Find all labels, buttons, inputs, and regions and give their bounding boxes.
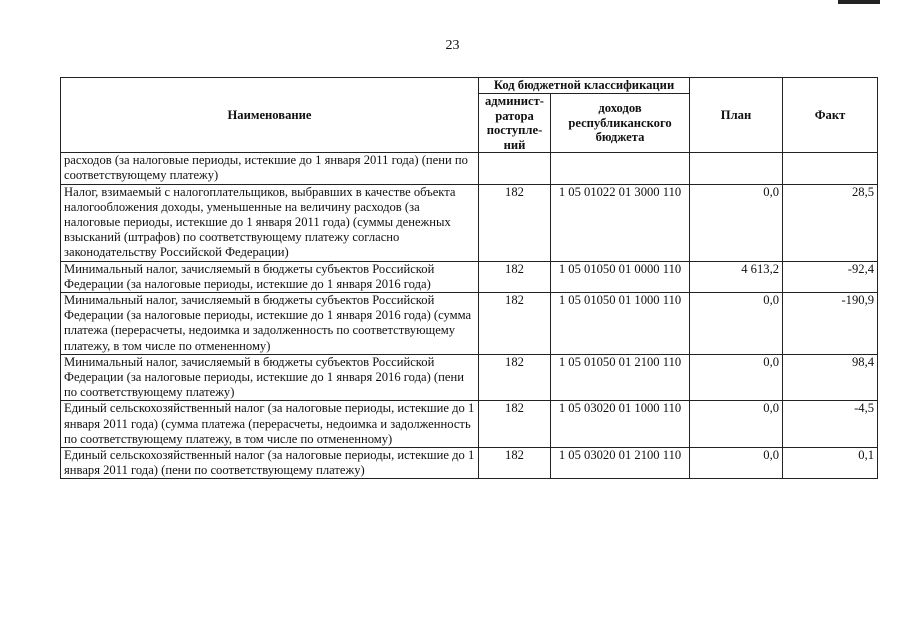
header-income: доходов республиканского бюджета [551, 94, 690, 153]
row-name: Единый сельскохозяйственный налог (за налоговые периоды, истекшие до 1 января 2011 года) (сумма платежа (перерасчеты, недоимка и задолженность по соответствующему платежу, в том числе по отмененному) [61, 401, 479, 448]
row-name: Единый сельскохозяйственный налог (за налоговые периоды, истекшие до 1 января 2011 года) (пени по соответствующему платежу) [61, 448, 479, 479]
table-header [61, 78, 878, 153]
row-admin-code: 182 [479, 401, 551, 448]
row-plan: 0,0 [690, 448, 783, 479]
row-plan: 0,0 [690, 184, 783, 261]
header-name: Наименование [61, 78, 479, 153]
header-fact: Факт [783, 78, 878, 153]
row-fact: 0,1 [783, 448, 878, 479]
row-fact [783, 153, 878, 184]
row-income-code: 1 05 01050 01 2100 110 [551, 354, 690, 401]
table-row [61, 261, 878, 292]
table-body [61, 153, 878, 479]
table-row [61, 401, 878, 448]
row-plan: 0,0 [690, 401, 783, 448]
row-plan: 4 613,2 [690, 261, 783, 292]
table-row [61, 153, 878, 184]
table-row [61, 448, 878, 479]
row-name: расходов (за налоговые периоды, истекшие до 1 января 2011 года) (пени по соответствующему платежу) [61, 153, 479, 184]
row-admin-code: 182 [479, 448, 551, 479]
corner-mark [838, 0, 880, 4]
row-admin-code [479, 153, 551, 184]
row-name: Минимальный налог, зачисляемый в бюджеты субъектов Российской Федерации (за налоговые периоды, истекшие до 1 января 2016 года) (сумма платежа (перерасчеты, недоимка и задолженность по соответствующему платежу, в том числе по отмененному) [61, 293, 479, 355]
row-admin-code: 182 [479, 261, 551, 292]
table-row [61, 184, 878, 261]
row-fact: -92,4 [783, 261, 878, 292]
row-admin-code: 182 [479, 354, 551, 401]
row-income-code: 1 05 03020 01 2100 110 [551, 448, 690, 479]
row-income-code [551, 153, 690, 184]
header-plan: План [690, 78, 783, 153]
row-fact: -4,5 [783, 401, 878, 448]
row-income-code: 1 05 01050 01 0000 110 [551, 261, 690, 292]
row-admin-code: 182 [479, 184, 551, 261]
row-income-code: 1 05 01022 01 3000 110 [551, 184, 690, 261]
page-number: 23 [445, 38, 460, 53]
budget-table [60, 77, 878, 479]
row-name: Налог, взимаемый с налогоплательщиков, выбравших в качестве объекта налогообложения доходы, уменьшенные на величину расходов (за налоговые периоды, истекшие до 1 января 2011 года) (суммы денежных взысканий (штрафов) по соответствующему платежу согласно законодательству Российской Федерации) [61, 184, 479, 261]
row-fact: -190,9 [783, 293, 878, 355]
header-kbk: Код бюджетной классификации [479, 78, 690, 94]
row-plan: 0,0 [690, 354, 783, 401]
row-fact: 98,4 [783, 354, 878, 401]
row-name: Минимальный налог, зачисляемый в бюджеты субъектов Российской Федерации (за налоговые периоды, истекшие до 1 января 2016 года) (пени по соответствующему платежу) [61, 354, 479, 401]
row-fact: 28,5 [783, 184, 878, 261]
row-admin-code: 182 [479, 293, 551, 355]
row-name: Минимальный налог, зачисляемый в бюджеты субъектов Российской Федерации (за налоговые периоды, истекшие до 1 января 2016 года) [61, 261, 479, 292]
table-row [61, 354, 878, 401]
row-income-code: 1 05 03020 01 1000 110 [551, 401, 690, 448]
row-income-code: 1 05 01050 01 1000 110 [551, 293, 690, 355]
table-row [61, 293, 878, 355]
row-plan: 0,0 [690, 293, 783, 355]
row-plan [690, 153, 783, 184]
header-admin: админист-ратора поступле-ний [479, 94, 551, 153]
